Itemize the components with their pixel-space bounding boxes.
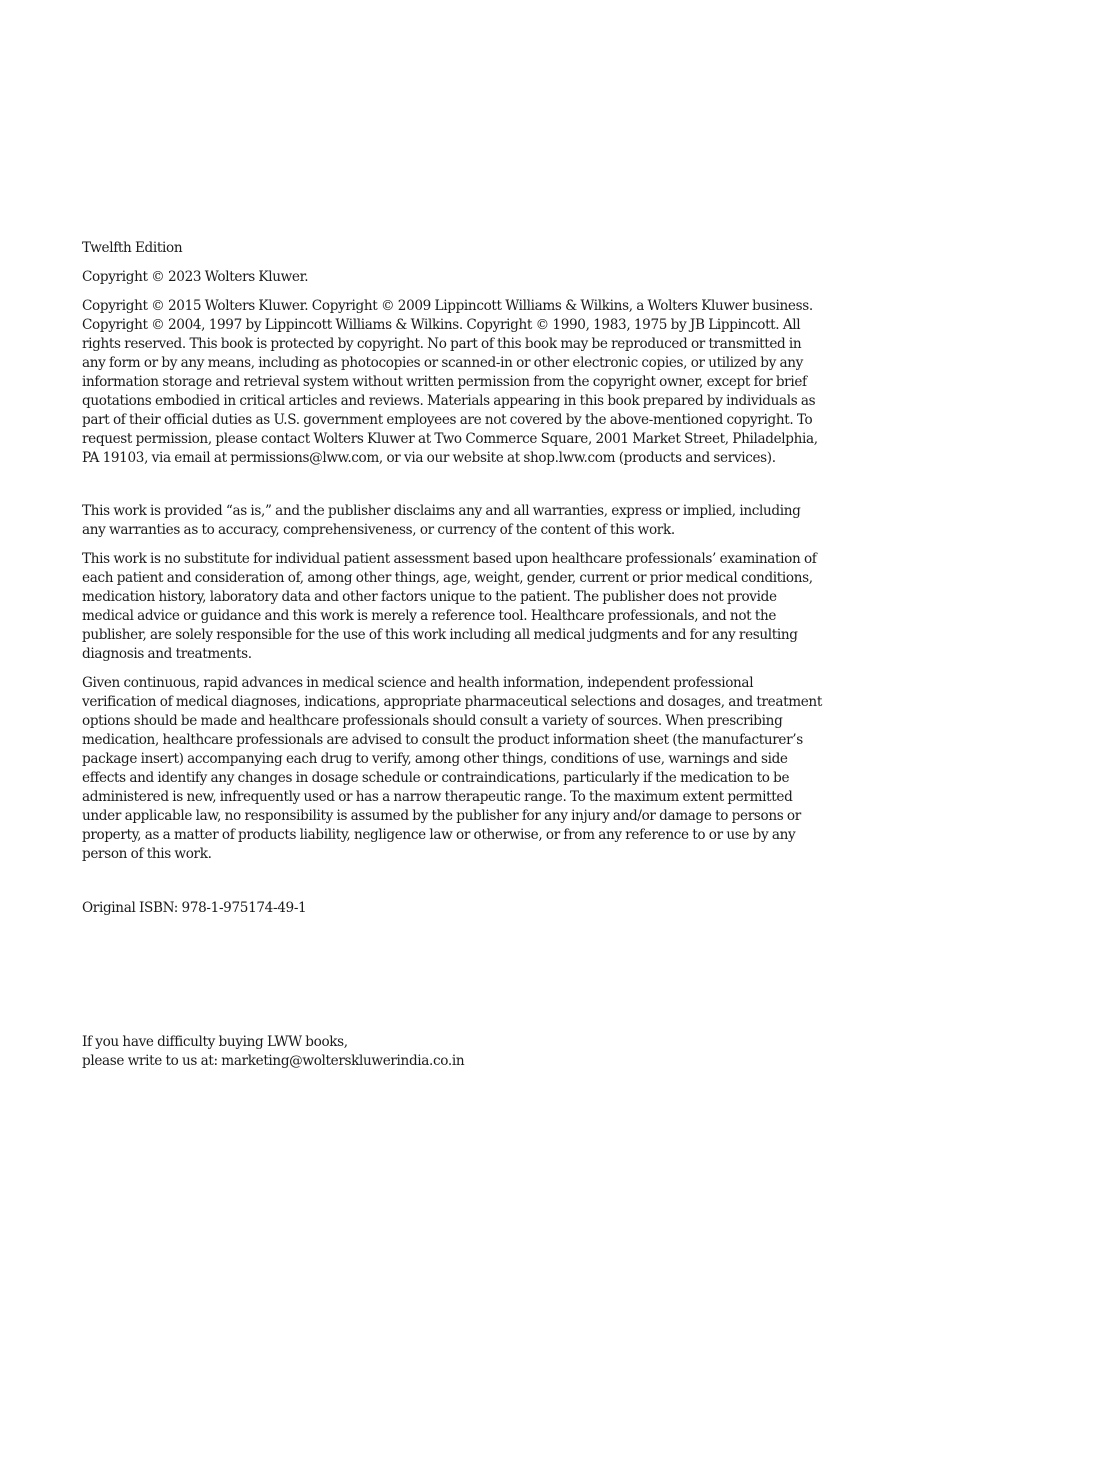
- isbn-line: Original ISBN: 978-1-975174-49-1: [82, 900, 307, 916]
- liability-disclaimer: Given continuous, rapid advances in medical science and health information, independent professional verification of medical diagnoses, indications, appropriate pharmaceutical selections and dosages, and treatment options should be made and healthcare professionals should consult a variety of sources. When prescribing medication, healthcare professionals are advised to consult the product information sheet (the manufacturer’s package insert) accompanying each drug to verify, among other things, conditions of use, warnings and side effects and identify any changes in dosage schedule or contraindications, particularly if the medication to be administered is new, infrequently used or has a narrow therapeutic range. To the maximum extent permitted under applicable law, no responsibility is assumed by the publisher for any injury and/or damage to persons or property, as a matter of products liability, negligence law or otherwise, or from any reference to or use by any person of this work.: [82, 675, 822, 862]
- copyright-2023: Copyright © 2023 Wolters Kluwer.: [82, 269, 309, 285]
- warranty-disclaimer: This work is provided “as is,” and the publisher disclaims any and all warranties, express or implied, including any warranties as to accuracy, comprehensiveness, or currency of the content of this work.: [82, 503, 801, 538]
- medical-disclaimer: This work is no substitute for individual patient assessment based upon healthcare professionals’ examination of each patient and consideration of, among other things, age, weight, gender, current or prior medical conditions, medication history, laboratory data and other factors unique to the patient. The publisher does not provide medical advice or guidance and this work is merely a reference tool. Healthcare professionals, and not the publisher, are solely responsible for the use of this work including all medical judgments and for any resulting diagnosis and treatments.: [82, 551, 817, 662]
- contact-line-2: please write to us at: marketing@wolterskluwerindia.co.in: [82, 1053, 465, 1069]
- edition-label: Twelfth Edition: [82, 240, 183, 256]
- contact-info: [82, 1033, 827, 1071]
- copyright-notice: Copyright © 2015 Wolters Kluwer. Copyright © 2009 Lippincott Williams & Wilkins, a Wolters Kluwer business. Copyright © 2004, 1997 by Lippincott Williams & Wilkins. Copyright © 1990, 1983, 1975 by JB Lippincott. All rights reserved. This book is protected by copyright. No part of this book may be reproduced or transmitted in any form or by any means, including as photocopies or scanned-in or other electronic copies, or utilized by any information storage and retrieval system without written permission from the copyright owner, except for brief quotations embodied in critical articles and reviews. Materials appearing in this book prepared by individuals as part of their official duties as U.S. government employees are not covered by the above-mentioned copyright. To request permission, please contact Wolters Kluwer at Two Commerce Square, 2001 Market Street, Philadelphia, PA 19103, via email at permissions@lww.com, or via our website at shop.lww.com (products and services).: [82, 298, 818, 466]
- contact-line-1: If you have difficulty buying LWW books,: [82, 1034, 348, 1050]
